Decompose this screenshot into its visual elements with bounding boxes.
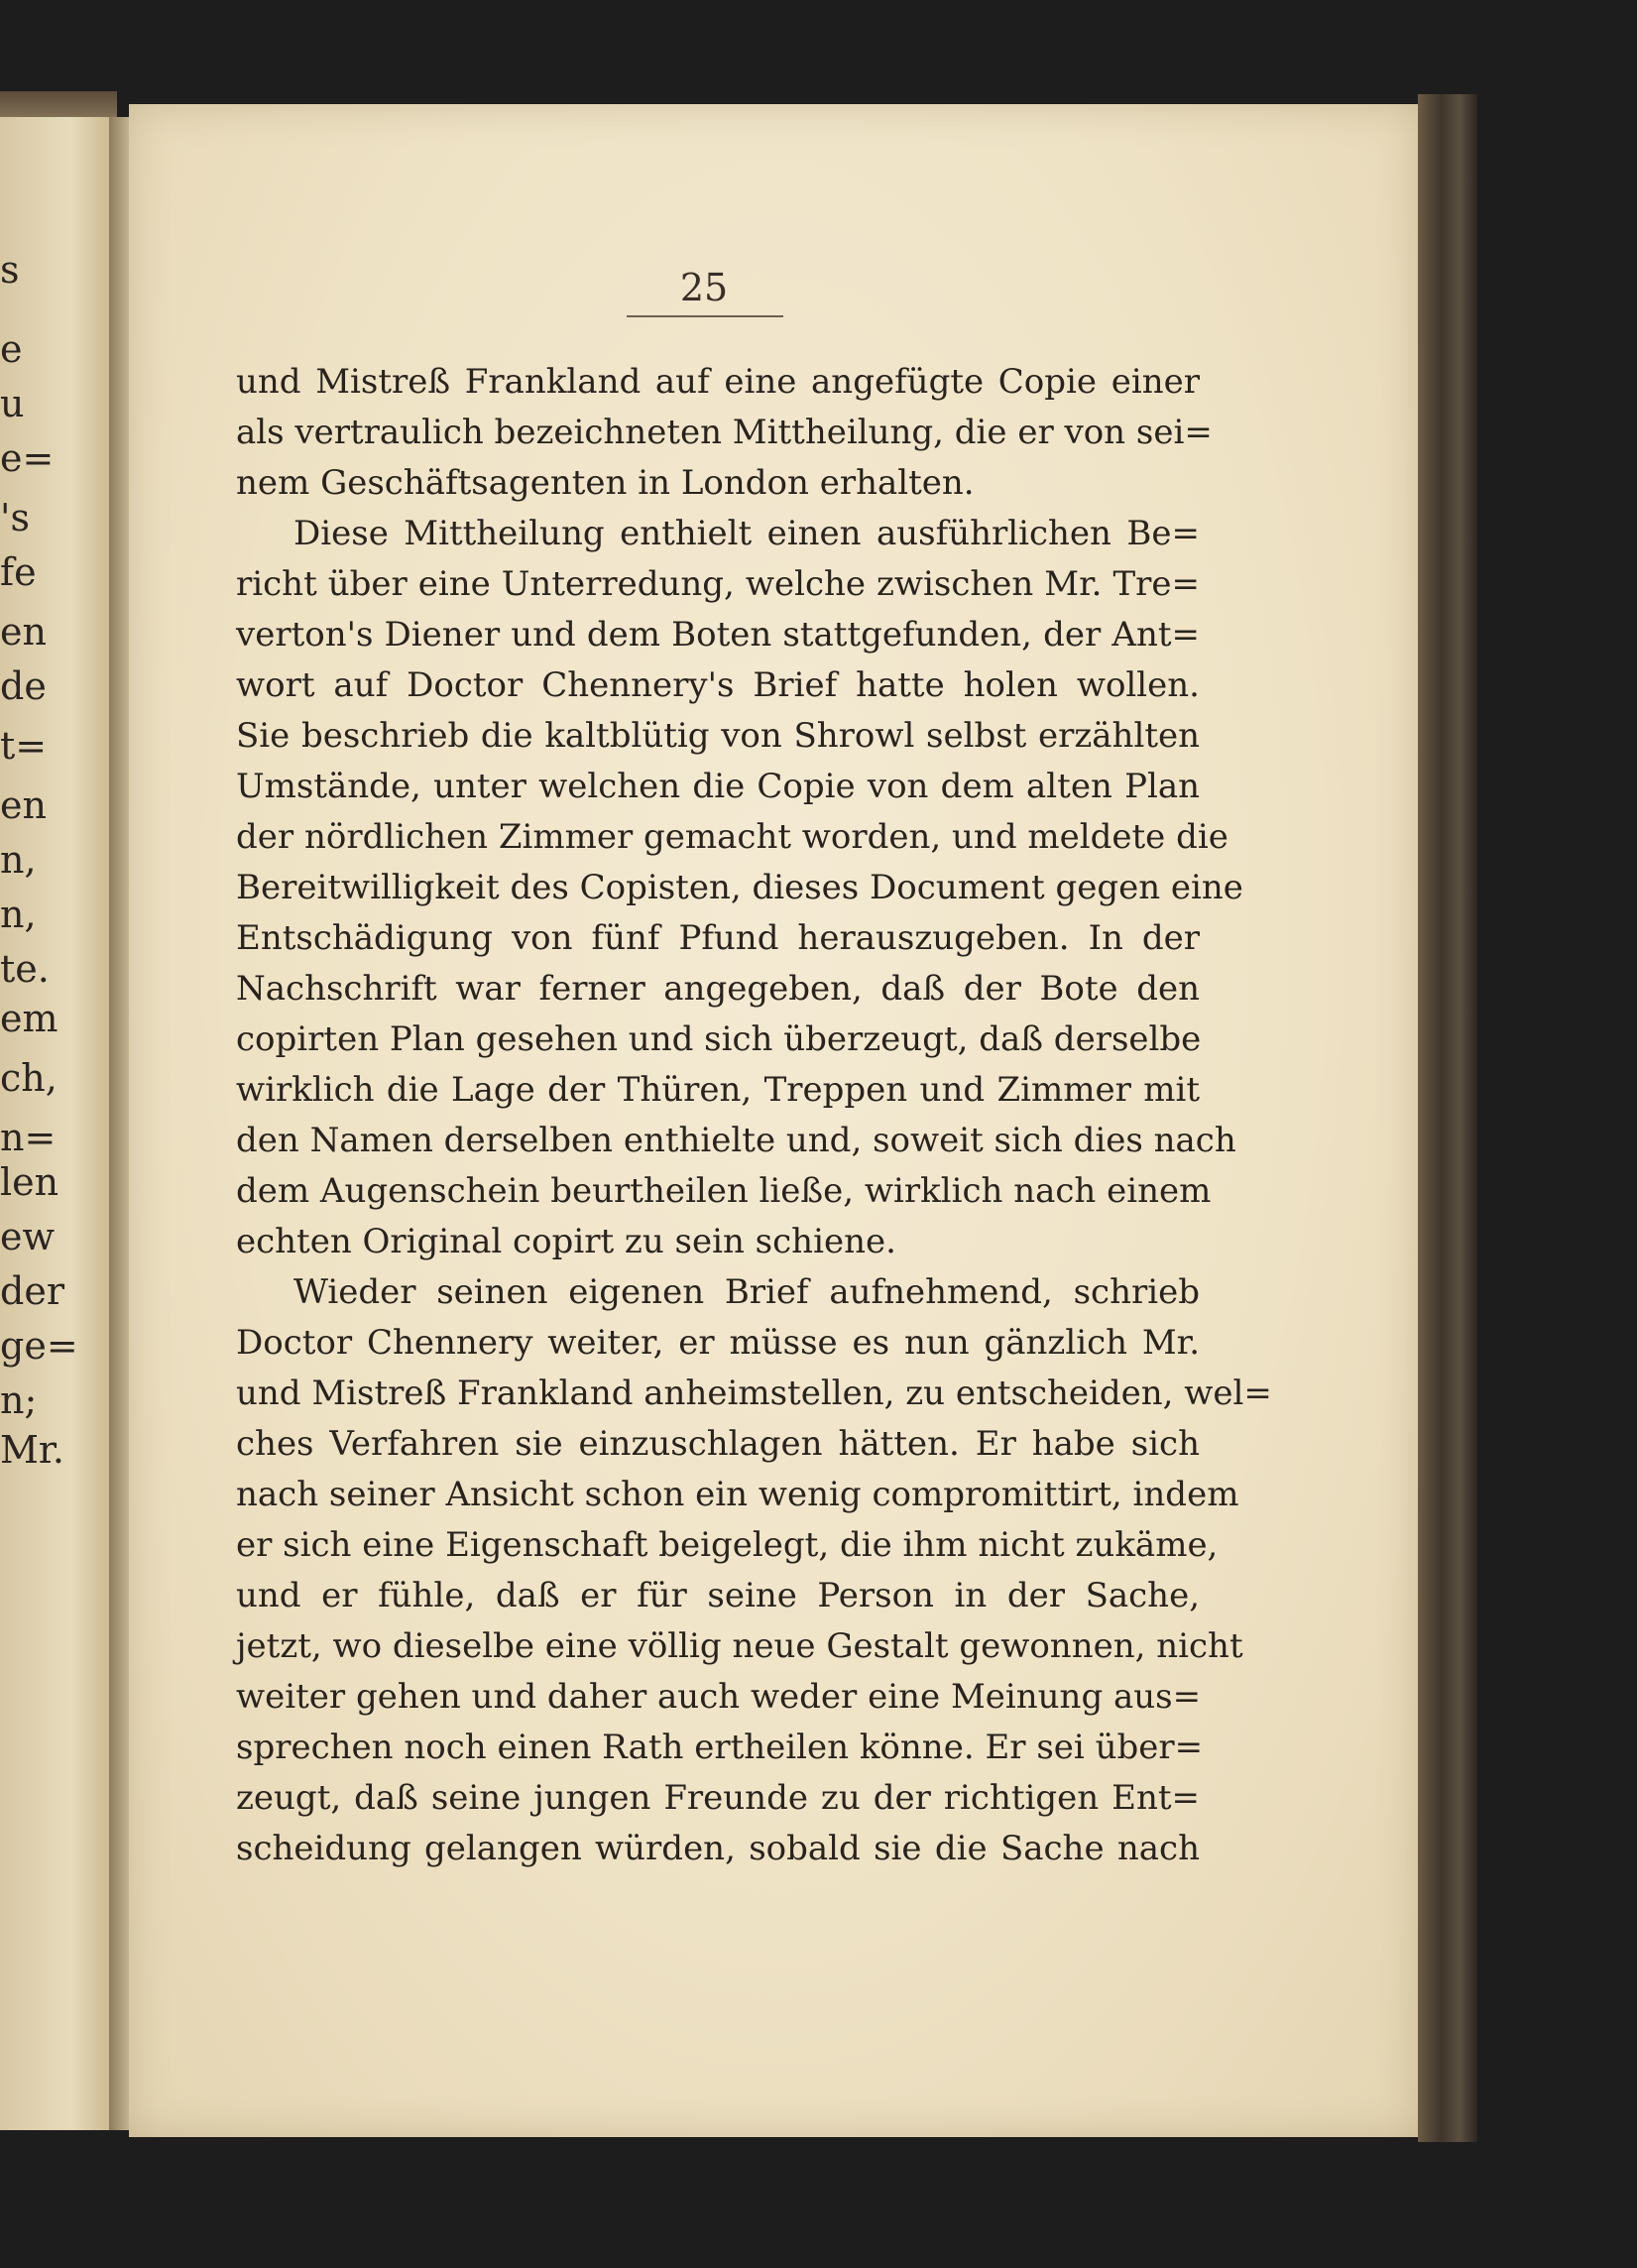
text-line: richt über eine Unterredung, welche zwischen Mr. Tre= [236,564,1200,604]
left-page-fragment: ge= [0,1324,78,1368]
left-page-fragment: n, [0,838,37,882]
left-page-fragment: ew [0,1215,56,1258]
left-page-fragment: 's [0,496,30,539]
text-line: und er fühle, daß er für seine Person in der Sache, [236,1576,1200,1615]
left-page-fragment: e [0,327,23,371]
left-page-text-fragments [0,117,78,2130]
left-page [0,117,119,2130]
left-page-fragment: en [0,610,47,654]
left-page-fragment: de [0,664,47,708]
text-line: als vertraulich bezeichneten Mittheilung, die er von sei= [236,413,1213,452]
left-page-fragment: n; [0,1378,38,1422]
text-line: weiter gehen und daher auch weder eine Meinung aus= [236,1677,1202,1717]
left-page-fragment: len [0,1160,59,1204]
text-line: dem Augenschein beurtheilen ließe, wirklich nach einem [236,1171,1212,1211]
book-cover-edge [1418,94,1477,2142]
page-number-rule [627,315,783,317]
text-line: Umstände, unter welchen die Copie von dem alten Plan [236,767,1200,806]
text-line: und Mistreß Frankland anheimstellen, zu entscheiden, wel= [236,1373,1272,1413]
text-line: den Namen derselben enthielte und, soweit sich dies nach [236,1121,1236,1160]
text-line: nem Geschäftsagenten in London erhalten. [236,463,975,503]
page-body-text [236,357,1272,1874]
left-page-fragment: t= [0,724,48,768]
text-line: Bereitwilligkeit des Copisten, dieses Document gegen eine [236,868,1243,907]
text-line: der nördlichen Zimmer gemacht worden, und meldete die [236,817,1228,857]
text-line: ches Verfahren sie einzuschlagen hätten. Er habe sich [236,1424,1200,1464]
left-page-fragment: ch, [0,1056,58,1100]
text-line: Nachschrift war ferner angegeben, daß der Bote den [236,969,1200,1009]
text-line: wort auf Doctor Chennery's Brief hatte holen wollen. [236,665,1200,705]
left-page-fragment: u [0,382,25,425]
left-page-fragment: n, [0,893,37,936]
text-line: er sich eine Eigenschaft beigelegt, die ihm nicht zukäme, [236,1525,1219,1565]
text-line: Diese Mittheilung enthielt einen ausführlichen Be= [293,514,1200,553]
page-number: 25 [679,266,729,309]
text-line: sprechen noch einen Rath ertheilen könne. Er sei über= [236,1728,1204,1767]
left-page-fragment: e= [0,436,55,480]
text-line: echten Original copirt zu sein schiene. [236,1222,896,1261]
left-page-fragment: n= [0,1116,57,1159]
text-line: und Mistreß Frankland auf eine angefügte Copie einer [236,362,1200,402]
text-line: zeugt, daß seine jungen Freunde zu der richtigen Ent= [236,1778,1200,1818]
text-line: nach seiner Ansicht schon ein wenig compromittirt, indem [236,1475,1239,1514]
text-line: verton's Diener und dem Boten stattgefunden, der Ant= [236,615,1200,655]
text-line: Doctor Chennery weiter, er müsse es nun gänzlich Mr. [236,1323,1200,1363]
text-line: jetzt, wo dieselbe eine völlig neue Gestalt gewonnen, nicht [236,1626,1243,1666]
text-line: Sie beschrieb die kaltblütig von Shrowl selbst erzählten [236,716,1200,756]
text-line: Entschädigung von fünf Pfund herauszugeben. In der [236,918,1200,958]
left-page-fragment: te. [0,947,50,991]
left-page-fragment: der [0,1269,64,1313]
left-page-fragment: en [0,783,47,827]
left-page-fragment: em [0,997,58,1040]
left-page-fragment: s [0,248,20,292]
text-line: copirten Plan gesehen und sich überzeugt, daß derselbe [236,1019,1202,1059]
left-page-fragment: fe [0,550,37,594]
text-line: Wieder seinen eigenen Brief aufnehmend, schrieb [293,1272,1200,1312]
left-page-fragment: Mr. [0,1428,64,1472]
text-line: wirklich die Lage der Thüren, Treppen und Zimmer mit [236,1070,1200,1110]
text-line: scheidung gelangen würden, sobald sie die Sache nach [236,1829,1200,1868]
